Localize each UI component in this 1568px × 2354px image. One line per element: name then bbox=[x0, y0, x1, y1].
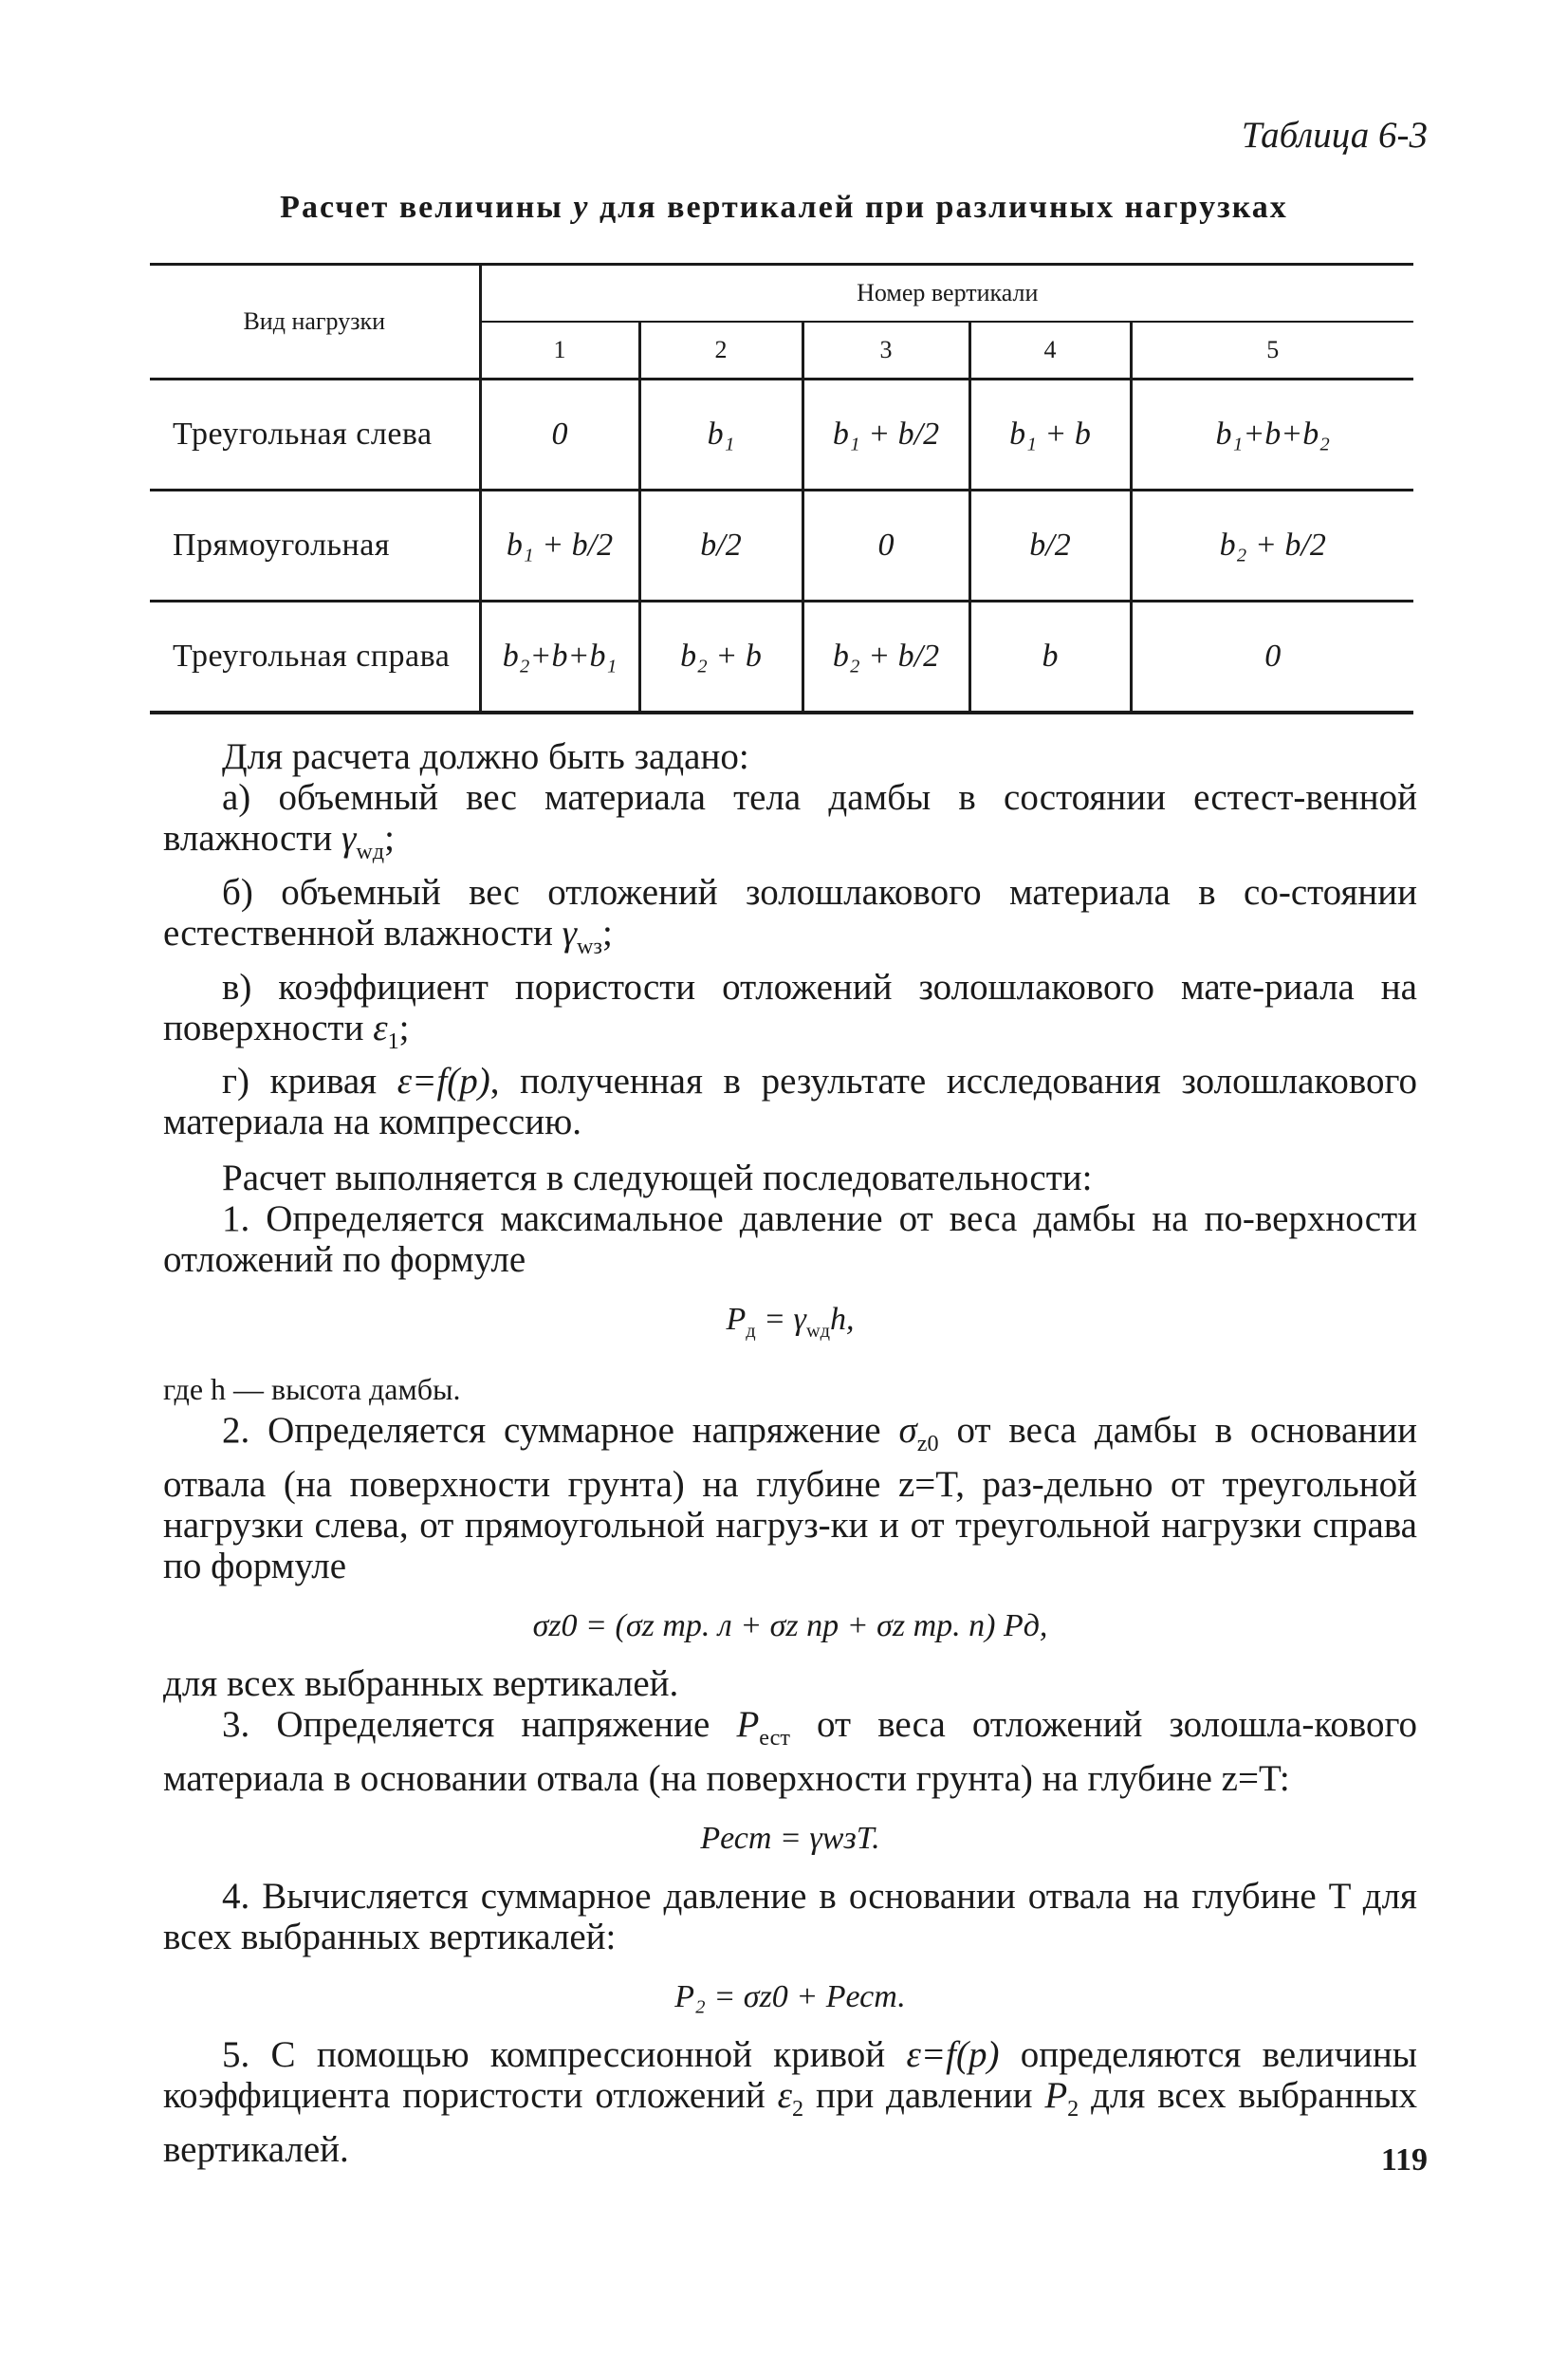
row-name: Треугольная справа bbox=[150, 602, 480, 714]
step-3-subscript: ест bbox=[759, 1724, 790, 1751]
step-3 bbox=[163, 1704, 1417, 1799]
formula-2: σz0 = (σz тр. л + σz пр + σz тр. п) Pд, bbox=[532, 1607, 1048, 1643]
table-cell: b bbox=[969, 602, 1131, 714]
step-5 bbox=[163, 2034, 1417, 2170]
item-c-symbol: ε bbox=[373, 1007, 388, 1048]
item-d-text: г) кривая bbox=[222, 1061, 378, 1103]
table-cell: b₂ + b/2 bbox=[1131, 491, 1413, 602]
table-cell: b₁ + b bbox=[969, 380, 1131, 491]
item-d bbox=[163, 1061, 1417, 1142]
table-cell: 0 bbox=[802, 491, 969, 602]
formula-1 bbox=[163, 1299, 1417, 1352]
table-label: Таблица 6-3 bbox=[1241, 115, 1428, 156]
step-5-end: для всех выбранных вертикалей. bbox=[163, 2074, 1418, 2170]
item-a bbox=[163, 777, 1417, 872]
step-2 bbox=[163, 1410, 1417, 1586]
group-header: Номер вертикали bbox=[480, 265, 1413, 323]
column-header: 4 bbox=[969, 322, 1131, 380]
step-5-p-symbol: P bbox=[1044, 2074, 1068, 2116]
formula-4: P₂ = σz0 + Pест. bbox=[674, 1978, 906, 2014]
item-b-subscript: wз bbox=[576, 933, 602, 959]
page-number: 119 bbox=[1380, 2142, 1428, 2178]
item-c-subscript: 1 bbox=[387, 1028, 399, 1054]
item-c bbox=[163, 967, 1417, 1062]
step-2-end: от веса дамбы в основании отвала (на поверхности грунта) на глубине z=T, раз-дельно от треугольной нагрузки слева, от прямоугольной нагруз-ки и от треугольной нагрузки справа по формуле bbox=[163, 1410, 1418, 1586]
step-1: 1. Определяется максимальное давление от веса дамбы на по-верхности отложений по формуле bbox=[163, 1198, 1417, 1281]
item-b bbox=[163, 872, 1417, 967]
column-header: 3 bbox=[802, 322, 969, 380]
caption-variable: y bbox=[573, 190, 590, 225]
table-row bbox=[150, 491, 1413, 602]
column-header: 2 bbox=[639, 322, 802, 380]
sequence-paragraph: Расчет выполняется в следующей последовательности: bbox=[222, 1158, 1093, 1199]
formula-1-lhs-sub: д bbox=[746, 1321, 756, 1343]
item-a-symbol: γ bbox=[341, 818, 357, 859]
table-cell: 0 bbox=[480, 380, 639, 491]
step-5-middle: определяются величины коэффициента пористости отложений bbox=[163, 2033, 1417, 2116]
table-cell: b₁ + b/2 bbox=[802, 380, 969, 491]
step-2-text: 2. Определяется суммарное напряжение bbox=[222, 1410, 881, 1452]
item-b-text: б) объемный вес отложений золошлакового материала в со-стоянии естественной влажности bbox=[163, 871, 1417, 954]
table-cell: b₁ bbox=[639, 380, 802, 491]
where-h: где h — высота дамбы. bbox=[163, 1372, 461, 1407]
step-5-subscript: 2 bbox=[792, 2095, 804, 2122]
table-cell: b₁+b+b₂ bbox=[1131, 380, 1413, 491]
step-3-text: 3. Определяется напряжение bbox=[222, 1703, 710, 1745]
table-cell: b/2 bbox=[639, 491, 802, 602]
step-5-pressure: при давлении bbox=[815, 2074, 1033, 2116]
step-5-formula: ε=f(p) bbox=[906, 2033, 1000, 2075]
step-2-symbol: σ bbox=[898, 1410, 917, 1452]
load-table bbox=[150, 263, 1413, 714]
table-row bbox=[150, 380, 1413, 491]
caption-part-2: для вертикалей при различных нагрузках bbox=[599, 190, 1288, 225]
item-c-text: в) коэффициент пористости отложений золошлакового мате-риала на поверхности bbox=[163, 966, 1417, 1048]
step-5-symbol: ε bbox=[777, 2074, 792, 2116]
table-cell: 0 bbox=[1131, 602, 1413, 714]
row-name: Прямоугольная bbox=[150, 491, 480, 602]
item-a-end: ; bbox=[384, 818, 395, 859]
table-cell: b₁ + b/2 bbox=[480, 491, 639, 602]
item-a-text: а) объемный вес материала тела дамбы в состоянии естест-венной влажности bbox=[163, 777, 1417, 859]
table-row bbox=[150, 602, 1413, 714]
item-c-end: ; bbox=[398, 1007, 410, 1048]
table-caption bbox=[0, 190, 1568, 226]
item-a-subscript: wд bbox=[356, 838, 385, 864]
table-cell: b₂ + b bbox=[639, 602, 802, 714]
formula-1-tail: h, bbox=[830, 1302, 855, 1338]
step-3-end: от веса отложений золошла-кового материала в основании отвала (на поверхности грунта) на глубине z=T: bbox=[163, 1703, 1418, 1799]
formula-3: Pест = γwзT. bbox=[700, 1820, 880, 1856]
item-b-end: ; bbox=[601, 912, 613, 954]
row-header: Вид нагрузки bbox=[150, 265, 480, 380]
table-cell: b/2 bbox=[969, 491, 1131, 602]
step-5-text: 5. С помощью компрессионной кривой bbox=[222, 2033, 886, 2075]
caption-part-1: Расчет величины bbox=[280, 190, 563, 225]
step-3-symbol: P bbox=[736, 1703, 760, 1745]
step-2-subscript: z0 bbox=[916, 1430, 939, 1456]
formula-1-rhs: = γ bbox=[755, 1302, 806, 1338]
item-d-formula: ε=f(p) bbox=[397, 1061, 490, 1103]
step-4: 4. Вычисляется суммарное давление в основании отвала на глубине T для всех выбранных вертикалей: bbox=[163, 1875, 1417, 1957]
formula-1-rhs-sub: wд bbox=[805, 1321, 831, 1343]
row-name: Треугольная слева bbox=[150, 380, 480, 491]
step-5-p-subscript: 2 bbox=[1067, 2095, 1079, 2122]
body-text bbox=[163, 736, 1417, 2170]
table-cell: b₂ + b/2 bbox=[802, 602, 969, 714]
column-header: 5 bbox=[1131, 322, 1413, 380]
formula-1-lhs: P bbox=[726, 1302, 747, 1338]
item-d-end: , полученная в результате исследования золошлакового материала на компрессию. bbox=[163, 1061, 1418, 1143]
column-header: 1 bbox=[480, 322, 639, 380]
item-b-symbol: γ bbox=[562, 912, 577, 954]
after-formula-2: для всех выбранных вертикалей. bbox=[163, 1662, 679, 1704]
intro-paragraph: Для расчета должно быть задано: bbox=[222, 736, 749, 777]
table-cell: b₂+b+b₁ bbox=[480, 602, 639, 714]
